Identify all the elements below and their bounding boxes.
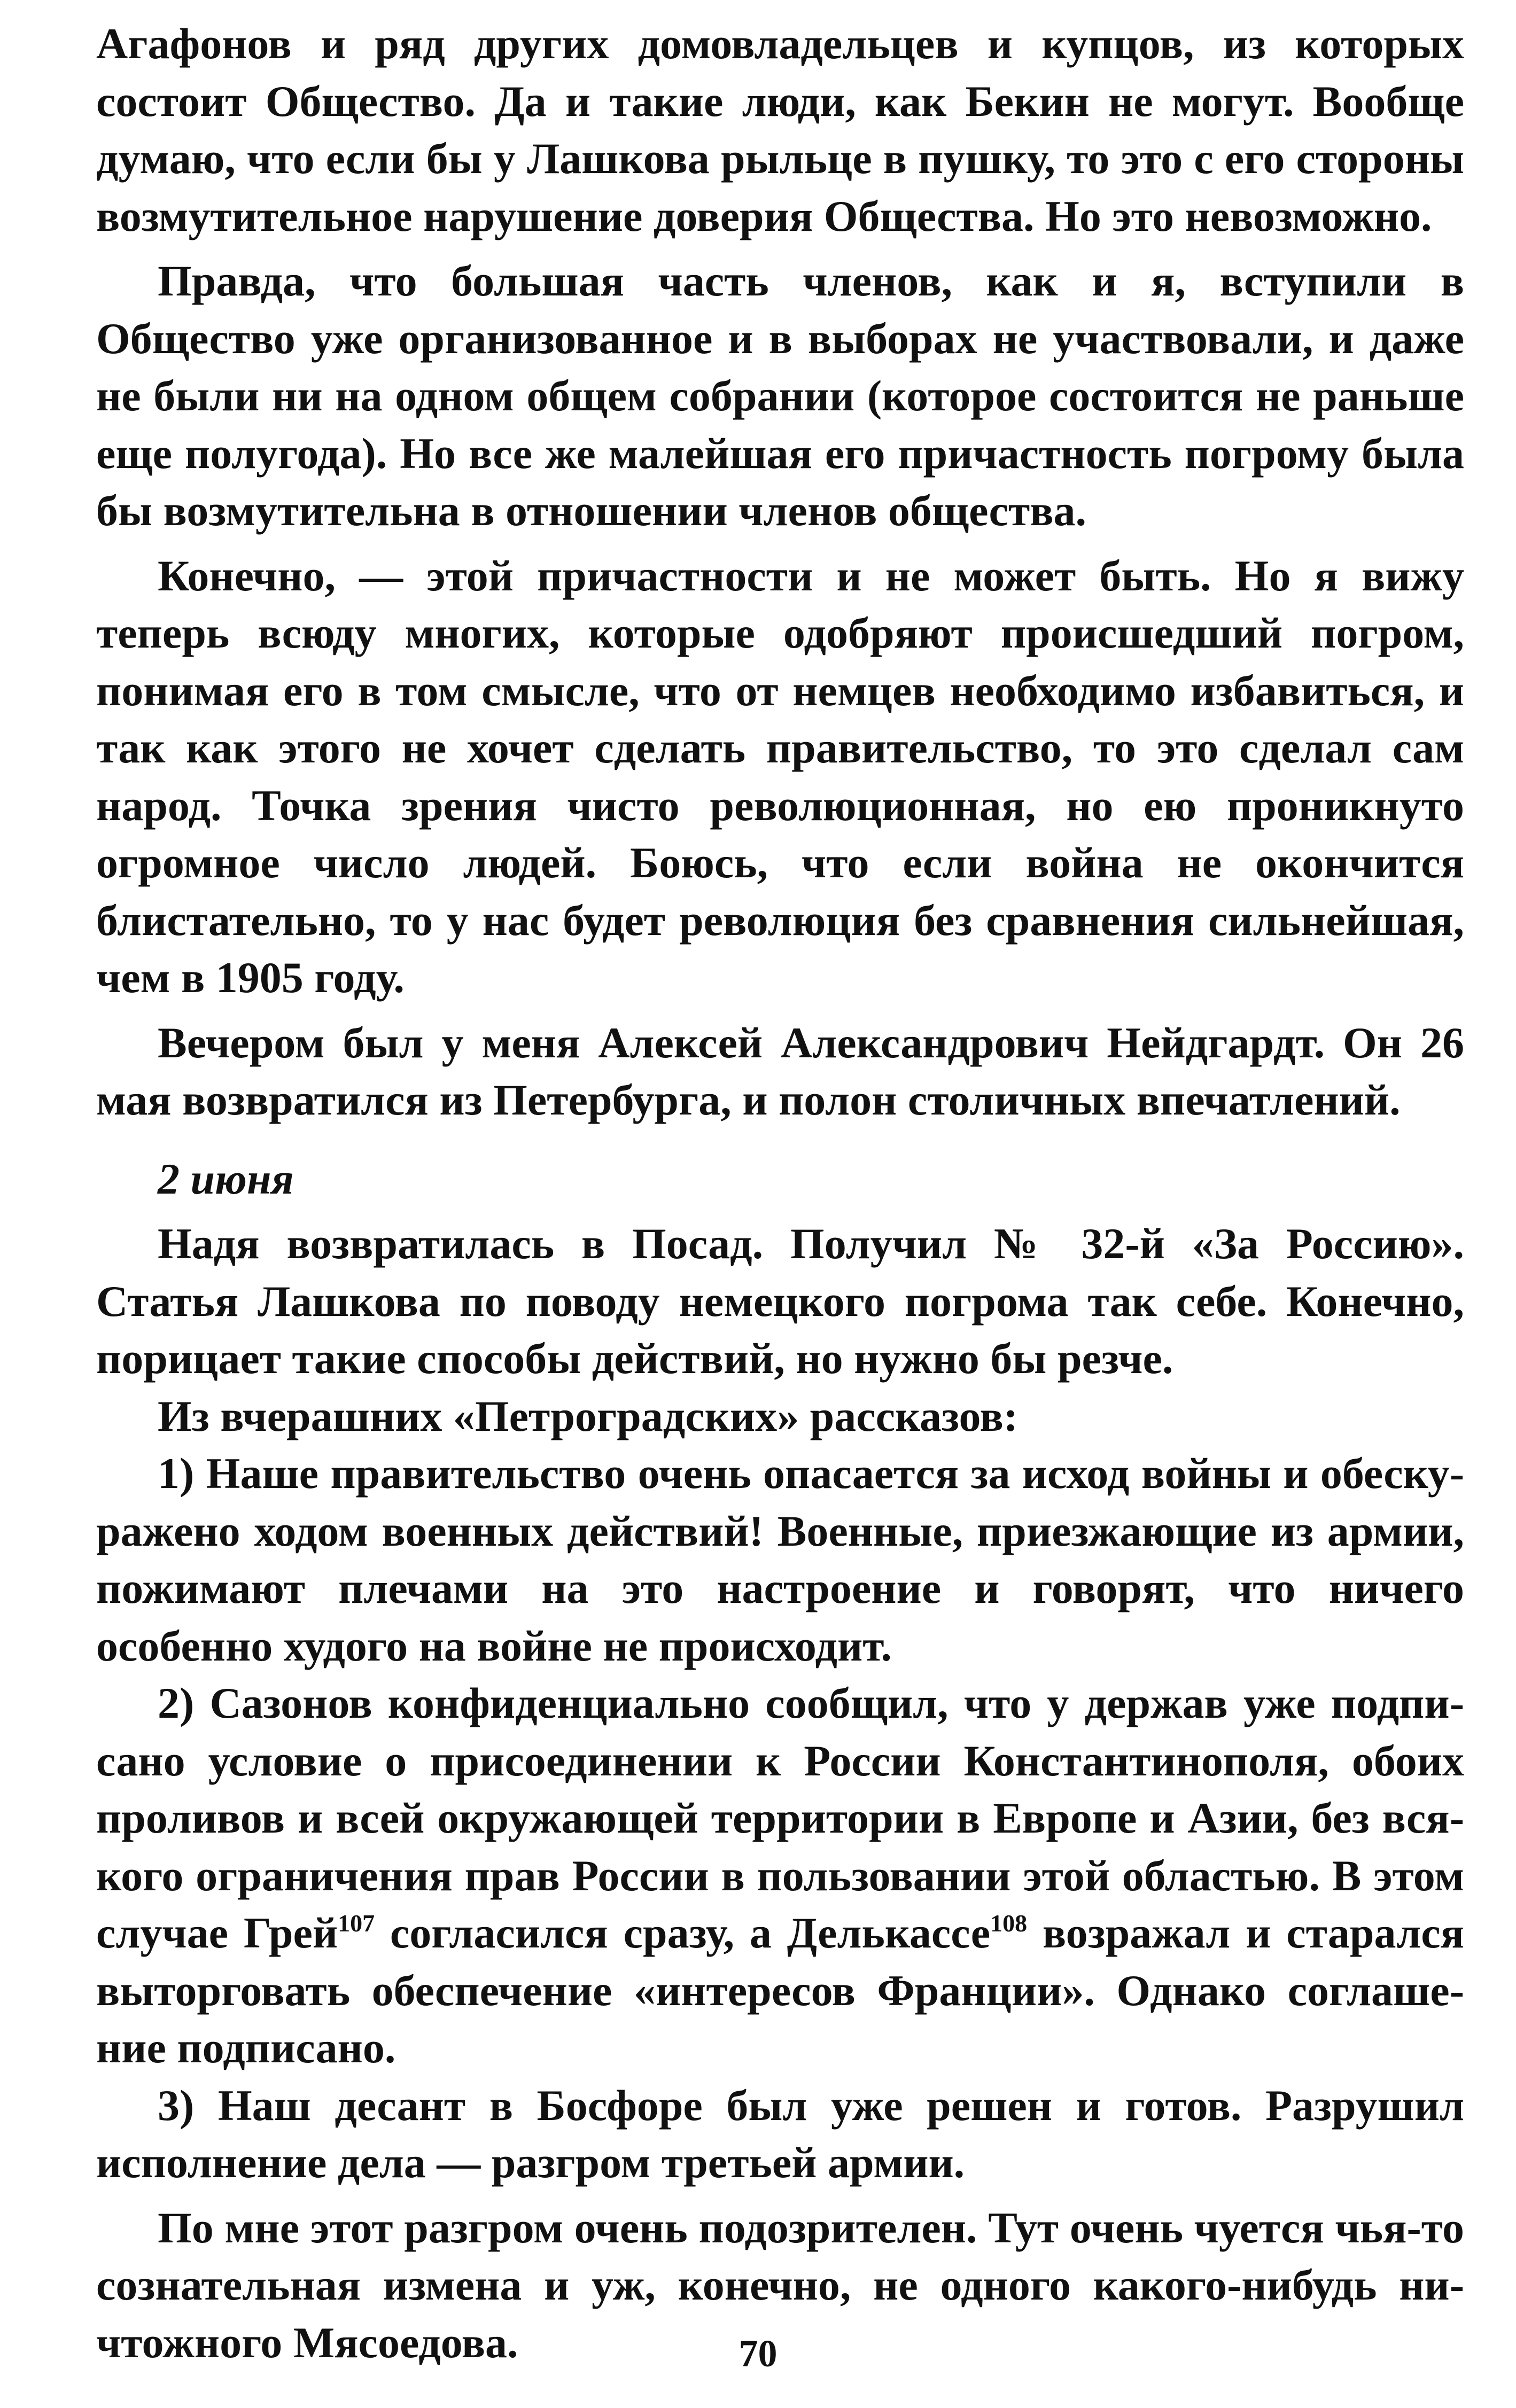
paragraph: Вечером был у меня Алексей Александрович Нейдгардт. Он 26 мая возвратился из Петербурга, и полон столичных впечатлений. [96,1018,1464,1124]
paragraph-list-item: 3) Наш десант в Босфоре был уже решен и готов. Разрушил исполнение дела — разгром третьей армии. [96,2080,1464,2187]
paragraph-text-part: возражал и старался выторговать обеспечение «интересов Франции». Однако соглашение подписано. [96,1908,1464,2072]
footnote-marker: 107 [338,1910,375,1937]
diary-date-heading: 2 июня [158,1154,294,1203]
page-text-block [96,15,1464,2371]
paragraph: По мне этот разгром очень подозрителен. Тут очень чуется чья-то сознательная измена и уж, конечно, не одного какого-нибудь ничтожного Мясоедова. [96,2203,1464,2367]
paragraph: Из вчерашних «Петроградских» рассказов: [158,1391,1019,1440]
paragraph-text-part: 2) Сазонов конфиденциально сообщил, что у держав уже подписано условие о присоединении к России Константинополя, обоих проливов и всей окружающей территории в Европе и Азии, без всякого ограничения прав России в пользовании этой областью. В этом случае Грей [96,1679,1464,1957]
paragraph-list-item: 1) Наше правительство очень опасается за исход войны и обескуражено ходом военных действий! Военные, приезжающие из армии, пожимают плечами на это настроение и говорят, что ничего особенно худого на войне не происходит. [96,1449,1464,1670]
paragraph: Конечно, — этой причастности и не может быть. Но я вижу теперь всюду многих, которые одобряют происшедший погром, понимая его в том смысле, что от немцев необходимо избавиться, и так как этого не хочет сделать правительство, то это сделал сам народ. Точка зрения чисто революционная, но ею проникнуто огромное число людей. Боюсь, что если война не окончится блистательно, то у нас будет революция без сравнения сильнейшая, чем в 1905 году. [96,551,1464,1002]
paragraph: Надя возвратилась в Посад. Получил № 32-й «За Россию». Статья Лашкова по поводу немецкого погрома так себе. Конечно, порицает такие способы действий, но нужно бы резче. [96,1219,1464,1383]
paragraph-continued: Агафонов и ряд других домовладельцев и купцов, из которых состоит Общество. Да и такие люди, как Бекин не могут. Вообще думаю, что если бы у Лашкова рыльце в пушку, то это с его стороны возмутительное нарушение доверия Общества. Но это невозможно. [96,19,1464,240]
footnote-marker: 108 [990,1910,1028,1937]
paragraph: Правда, что большая часть членов, как и я, вступили в Общество уже организованное и в выборах не участвовали, и даже не были ни на одном общем собрании (которое состоится не раньше еще полугода). Но все же малейшая его причастность погрому была бы возмутительна в отношении членов общества. [96,256,1464,535]
page-number: 70 [738,2332,778,2375]
paragraph-text-part: согласился сразу, а Делькассе [375,1908,991,1957]
paragraph-list-item [96,1674,1464,2077]
